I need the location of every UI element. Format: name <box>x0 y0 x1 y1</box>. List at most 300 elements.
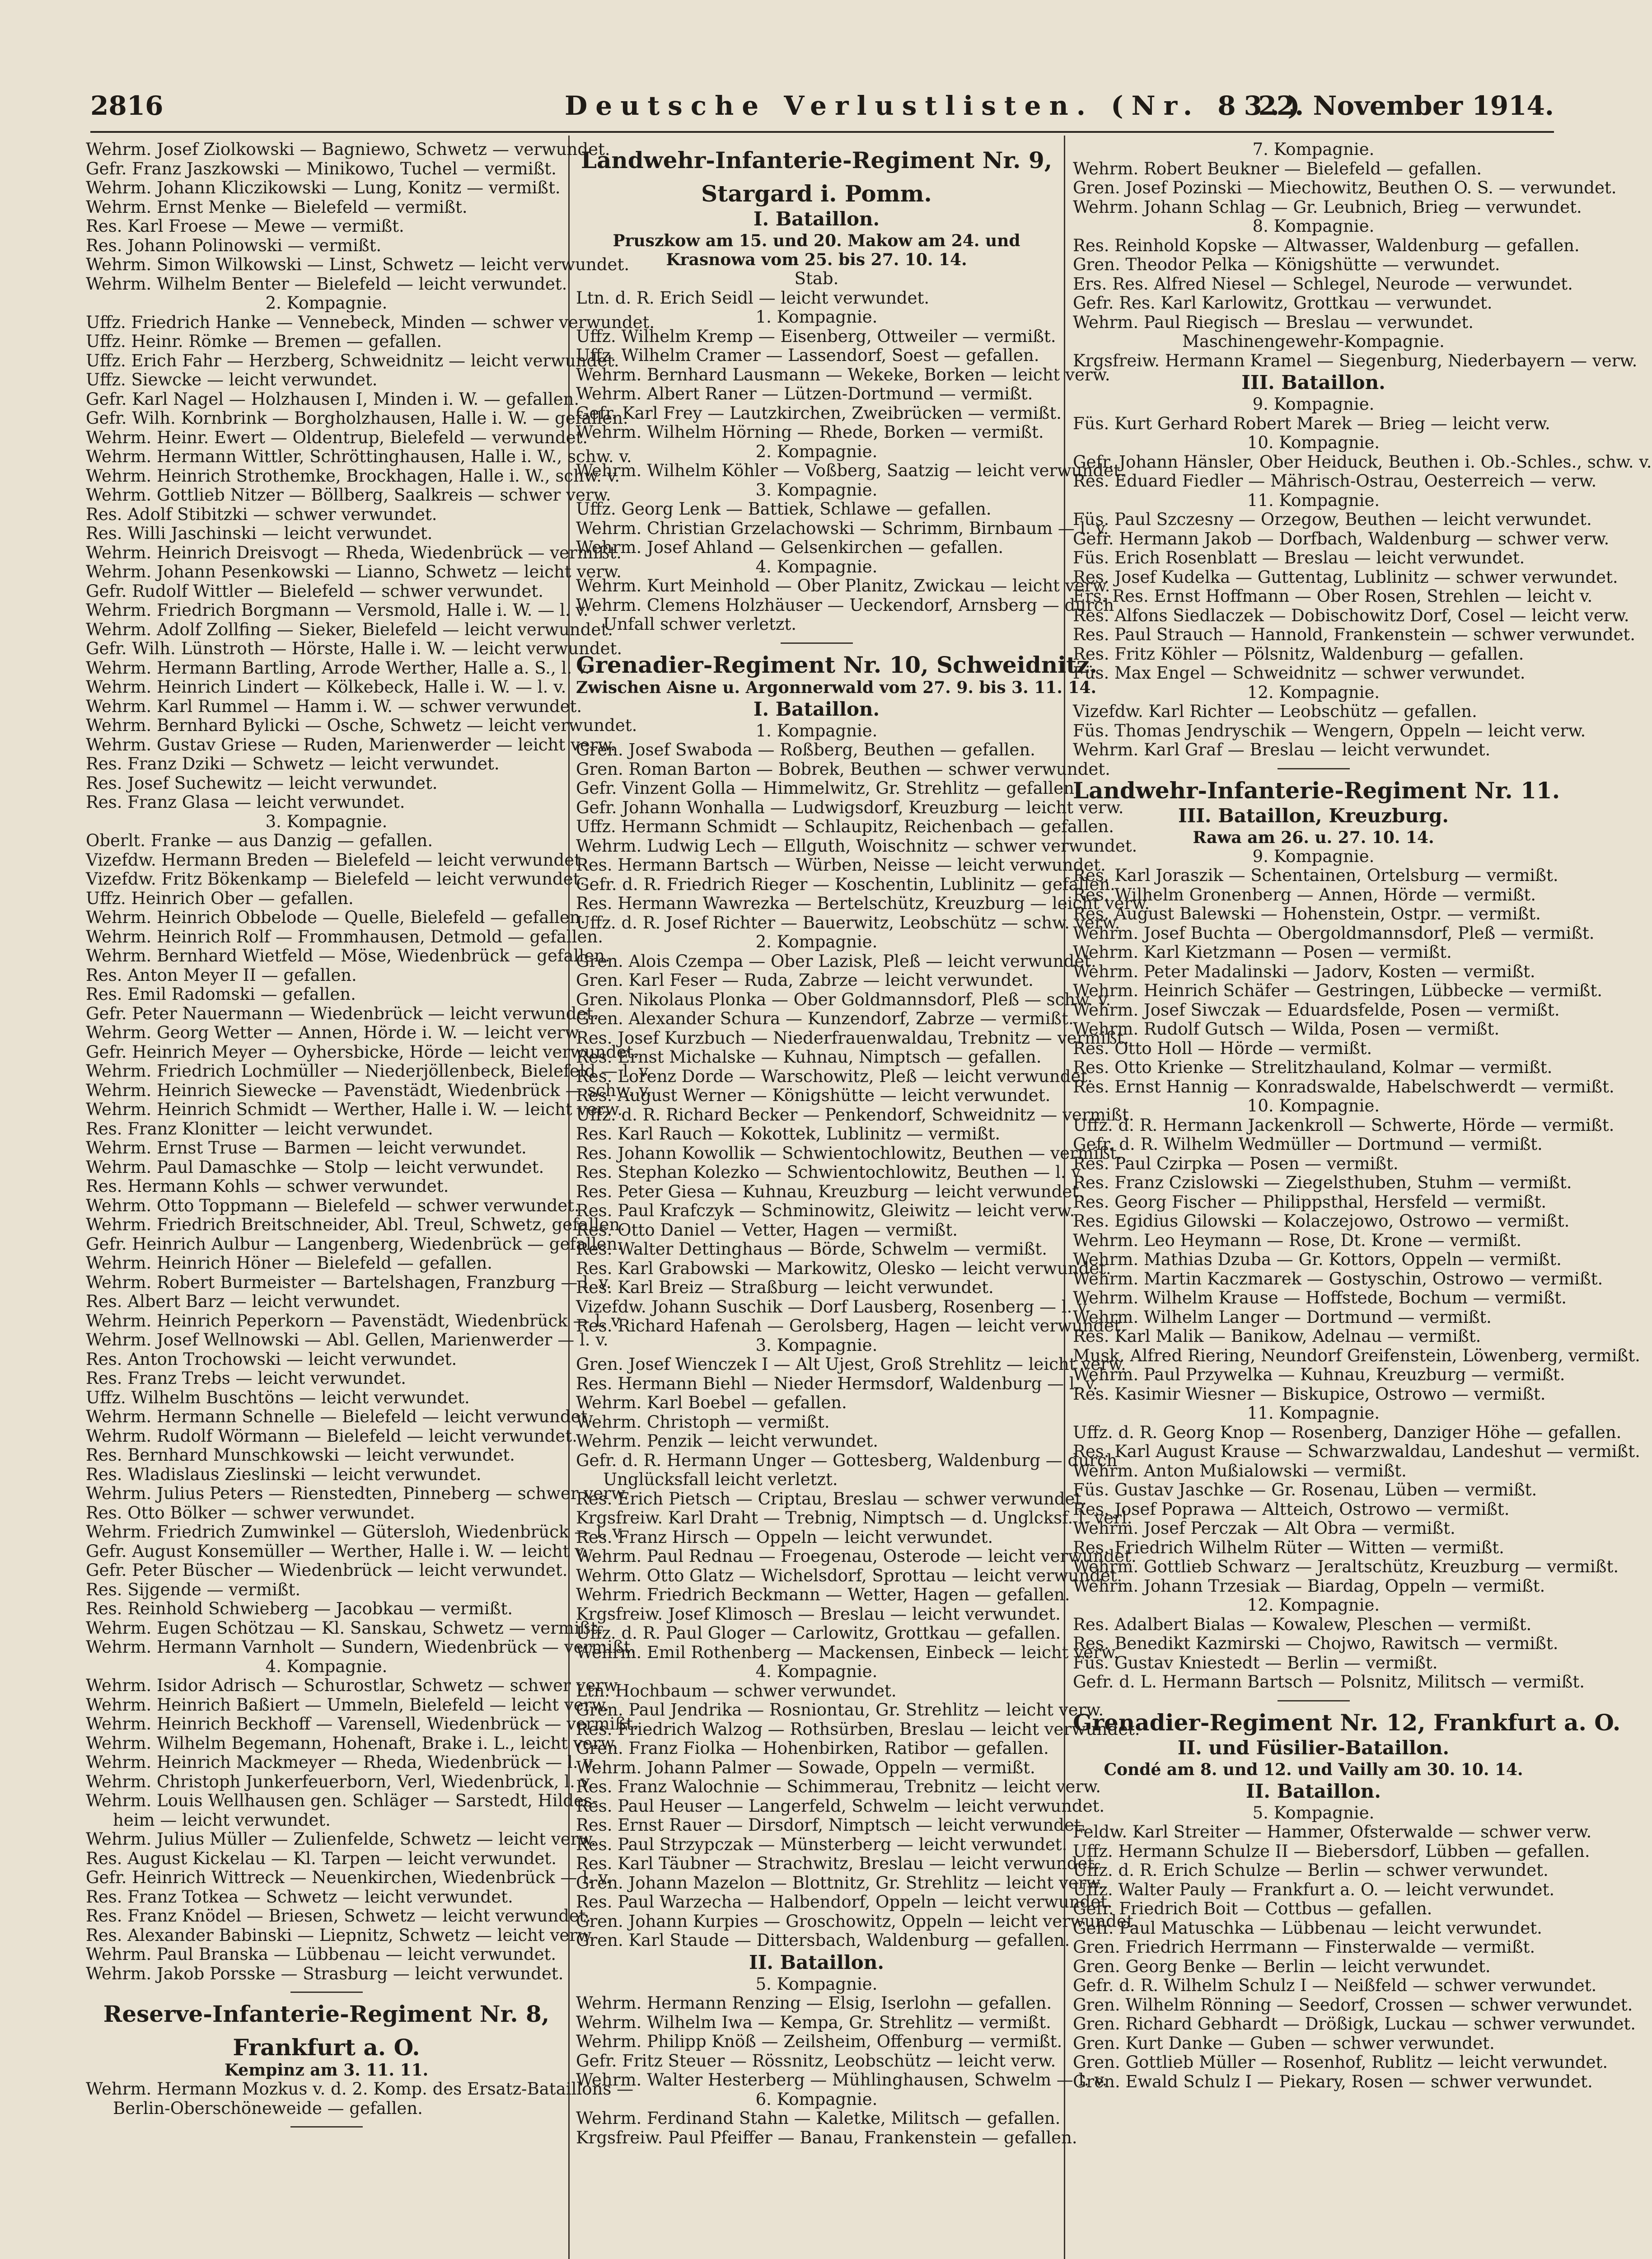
casualty-entry: Gefr. Rudolf Wittler — Bielefeld — schwer verwundet. <box>86 581 543 601</box>
casualty-entry: Res. Ernst Hannig — Konradswalde, Habelschwerdt — vermißt. <box>1073 1077 1615 1097</box>
casualty-entry: Res. Karl Froese — Mewe — vermißt. <box>86 216 404 236</box>
casualty-entry: Wehrm. Paul Damaschke — Stolp — leicht verwundet. <box>86 1157 544 1177</box>
casualty-entry: Gefr. d. L. Hermann Bartsch — Polsnitz, Militsch — vermißt. <box>1073 1672 1585 1692</box>
casualty-entry: Wehrm. Hermann Renzing — Elsig, Iserlohn — gefallen. <box>576 1993 1052 2013</box>
casualty-entry: Res. Josef Kurzbuch — Niederfrauenwaldau, Trebnitz — vermißt. <box>576 1028 1129 1048</box>
battalion-heading: II. Bataillon. <box>749 1951 884 1973</box>
casualty-entry: Res. Benedikt Kazmirski — Chojwo, Rawitsch — vermißt. <box>1073 1634 1558 1653</box>
section-separator <box>290 1992 363 1993</box>
casualty-entry: Wehrm. Adolf Zollfing — Sieker, Bielefeld — leicht verwundet. <box>86 619 613 639</box>
casualty-entry: Wehrm. Heinr. Ewert — Oldentrup, Bielefeld — verwundet. <box>86 427 588 447</box>
casualty-entry: Res. Adolf Stibitzki — schwer verwundet. <box>86 504 437 524</box>
casualty-entry: Gren. Karl Staude — Dittersbach, Waldenburg — gefallen. <box>576 1931 1070 1950</box>
casualty-entry: Res. Otto Holl — Hörde — vermißt. <box>1073 1038 1372 1058</box>
company-heading: 9. Kompagnie. <box>1252 394 1375 414</box>
battle-location: Krasnowa vom 25. bis 27. 10. 14. <box>666 250 967 269</box>
casualty-entry: Wehrm. Karl Graf — Breslau — leicht verwundet. <box>1073 740 1491 759</box>
casualty-entry: Res. Franz Knödel — Briesen, Schwetz — leicht verwundet. <box>86 1906 591 1926</box>
casualty-entry: Wehrm. Wilhelm Iwa — Kempa, Gr. Strehlitz — vermißt. <box>576 2012 1051 2032</box>
casualty-entry: Res. Hermann Kohls — schwer verwundet. <box>86 1176 449 1196</box>
company-heading: 5. Kompagnie. <box>755 1974 878 1994</box>
casualty-entry: Musk. Alfred Riering, Neundorf Greifenstein, Löwenberg, vermißt. <box>1073 1345 1640 1365</box>
casualty-entry: Krgsfreiw. Josef Klimosch — Breslau — leicht verwundet. <box>576 1604 1061 1624</box>
casualty-entry: Vizefdw. Johann Suschik — Dorf Lausberg, Rosenberg — l. v. <box>576 1297 1090 1317</box>
regiment-heading: Grenadier-Regiment Nr. 10, Schweidnitz. <box>576 651 1097 678</box>
casualty-entry: Res. Karl Grabowski — Markowitz, Olesko — leicht verwundet. <box>576 1258 1111 1278</box>
casualty-entry: Res. Paul Warzecha — Halbendorf, Oppeln — leicht verwundet. <box>576 1892 1113 1912</box>
casualty-entry: Res. Franz Totkea — Schwetz — leicht verwundet. <box>86 1887 513 1907</box>
company-heading: 10. Kompagnie. <box>1247 1096 1380 1115</box>
casualty-entry: Wehrm. Josef Ahland — Gelsenkirchen — gefallen. <box>576 538 1004 557</box>
casualty-entry: Wehrm. Friedrich Breitschneider, Abl. Treul, Schwetz, gefallen. <box>86 1215 625 1234</box>
company-heading: 2. Kompagnie. <box>755 441 878 461</box>
company-heading: 6. Kompagnie. <box>755 2089 878 2109</box>
casualty-entry: Res. Franz Czislowski — Ziegelsthuben, Stuhm — vermißt. <box>1073 1173 1572 1192</box>
issue-number: (Nr. 83.) <box>1111 90 1308 121</box>
casualty-entry: Uffz. Wilhelm Cramer — Lassendorf, Soest — gefallen. <box>576 346 1039 365</box>
casualty-entry: Gren. Johann Kurpies — Groschowitz, Oppeln — leicht verwundet. <box>576 1911 1139 1931</box>
casualty-entry: Gefr. Heinrich Wittreck — Neuenkirchen, Wiedenbrück — l. v. <box>86 1868 611 1887</box>
company-heading: 4. Kompagnie. <box>265 1656 388 1676</box>
section-separator <box>290 2126 363 2128</box>
casualty-entry: Wehrm. Wilhelm Langer — Dortmund — vermißt. <box>1073 1307 1492 1327</box>
casualty-entry: Res. Paul Strzypczak — Münsterberg — leicht verwundet. <box>576 1834 1067 1854</box>
casualty-entry: Wehrm. Heinrich Mackmeyer — Rheda, Wiedenbrück — l. v. <box>86 1753 596 1772</box>
casualty-entry: Wehrm. Heinrich Baßiert — Ummeln, Bielefeld — leicht verw. <box>86 1695 609 1715</box>
casualty-entry: Wehrm. Josef Perczak — Alt Obra — vermißt. <box>1073 1518 1455 1538</box>
casualty-entry: Gefr. Hermann Jakob — Dorfbach, Waldenburg — schwer verw. <box>1073 529 1610 548</box>
casualty-entry: Res. Reinhold Schwieberg — Jacobkau — vermißt. <box>86 1599 513 1618</box>
casualty-entry: Res. Fritz Köhler — Pölsnitz, Waldenburg — gefallen. <box>1073 644 1524 664</box>
casualty-entry: Res. Willi Jaschinski — leicht verwundet. <box>86 524 433 543</box>
casualty-entry: Uffz. Walter Pauly — Frankfurt a. O. — leicht verwundet. <box>1073 1879 1555 1899</box>
company-heading: 1. Kompagnie. <box>755 721 878 741</box>
publication-title <box>565 90 1308 121</box>
battalion-heading: III. Bataillon. <box>1241 371 1385 394</box>
casualty-entry: Res. Friedrich Walzog — Rothsürben, Breslau — leicht verwundet. <box>576 1719 1140 1739</box>
casualty-entry: Res. Paul Strauch — Hannold, Frankenstein — schwer verwundet. <box>1073 625 1636 644</box>
casualty-entry: Wehrm. Bernhard Bylicki — Osche, Schwetz — leicht verwundet. <box>86 716 637 735</box>
casualty-entry: Wehrm. Friedrich Zumwinkel — Gütersloh, Wiedenbrück — l. v. <box>86 1522 625 1542</box>
casualty-entry: Wehrm. Georg Wetter — Annen, Hörde i. W. — leicht verw. <box>86 1023 583 1042</box>
casualty-entry: Wehrm. Johann Schlag — Gr. Leubnich, Brieg — verwundet. <box>1073 197 1582 217</box>
casualty-entry: Wehrm. Josef Siwczak — Eduardsfelde, Posen — vermißt. <box>1073 1000 1560 1020</box>
casualty-entry: Gefr. Johann Hänsler, Ober Heiduck, Beuthen i. Ob.-Schles., schw. v. <box>1073 452 1652 472</box>
casualty-entry: Gren. Josef Pozinski — Miechowitz, Beuthen O. S. — verwundet. <box>1073 178 1617 197</box>
casualty-entry: Uffz. Georg Lenk — Battiek, Schlawe — gefallen. <box>576 499 992 519</box>
casualty-entry: Wehrm. Heinrich Obbelode — Quelle, Bielefeld — gefallen. <box>86 908 586 927</box>
regiment-heading: Frankfurt a. O. <box>233 2034 420 2061</box>
casualty-entry: Füs. Kurt Gerhard Robert Marek — Brieg — leicht verw. <box>1073 413 1550 433</box>
casualty-entry: Res. Otto Krienke — Strelitzhauland, Kolmar — vermißt. <box>1073 1058 1553 1077</box>
casualty-entry: Res. Wilhelm Gronenberg — Annen, Hörde — vermißt. <box>1073 885 1536 905</box>
company-heading: 10. Kompagnie. <box>1247 433 1380 452</box>
casualty-entry: Wehrm. Simon Wilkowski — Linst, Schwetz — leicht verwundet. <box>86 255 630 274</box>
casualty-entry: Wehrm. Mathias Dzuba — Gr. Kottors, Oppeln — vermißt. <box>1073 1250 1562 1269</box>
casualty-entry: Krgsfreiw. Karl Draht — Trebnig, Nimptsch — d. Unglcksf. l. verl. <box>576 1508 1133 1528</box>
regiment-heading: Grenadier-Regiment Nr. 12, Frankfurt a. O. <box>1073 1709 1621 1736</box>
casualty-entry: Res. Franz Glasa — leicht verwundet. <box>86 792 405 812</box>
casualty-entry: Vizefdw. Hermann Breden — Bielefeld — leicht verwundet. <box>86 850 586 870</box>
casualty-entry: Wehrm. Friedrich Lochmüller — Niederjöllenbeck, Bielefeld — l. v. <box>86 1061 652 1081</box>
casualty-entry: Gefr. Wilh. Lünstroth — Hörste, Halle i. W. — leicht verwundet. <box>86 639 622 658</box>
casualty-entry: Gefr. Res. Karl Karlowitz, Grottkau — verwundet. <box>1073 293 1493 313</box>
casualty-entry: Füs. Paul Szczesny — Orzegow, Beuthen — leicht verwundet. <box>1073 510 1592 529</box>
casualty-entry: Wehrm. Friedrich Beckmann — Wetter, Hagen — gefallen. <box>576 1585 1070 1604</box>
page-number: 2816 <box>90 90 164 121</box>
column-1 <box>86 140 655 2259</box>
casualty-entry: Uffz. Wilhelm Kremp — Eisenberg, Ottweiler — vermißt. <box>576 326 1056 346</box>
casualty-entry: Res. Richard Hafenah — Gerolsberg, Hagen — leicht verwundet. <box>576 1316 1126 1336</box>
casualty-entry: Vizefdw. Karl Richter — Leobschütz — gefallen. <box>1073 702 1477 721</box>
casualty-entry: Wehrm. Walter Hesterberg — Mühlinghausen, Schwelm — l. v. <box>576 2070 1108 2090</box>
casualty-entry: Gren. Theodor Pelka — Königshütte — verwundet. <box>1073 255 1500 274</box>
casualty-entry: Res. Franz Walochnie — Schimmerau, Trebnitz — leicht verw. <box>576 1777 1101 1796</box>
casualty-entry: Krgsfreiw. Paul Pfeiffer — Banau, Frankenstein — gefallen. <box>576 2128 1077 2147</box>
casualty-entry: Gren. Ewald Schulz I — Piekary, Rosen — schwer verwundet. <box>1073 2072 1593 2091</box>
company-heading: Maschinengewehr-Kompagnie. <box>1182 332 1445 351</box>
casualty-entry: Res. Franz Klonitter — leicht verwundet. <box>86 1119 433 1139</box>
casualty-entry: Gren. Nikolaus Plonka — Ober Goldmannsdorf, Pleß — schw. v. <box>576 989 1111 1009</box>
casualty-entry: Uffz. Hermann Schmidt — Schlaupitz, Reichenbach — gefallen. <box>576 817 1114 836</box>
casualty-entry: Wehrm. Jakob Porsske — Strasburg — leicht verwundet. <box>86 1964 564 1983</box>
casualty-entry: Res. Emil Radomski — gefallen. <box>86 984 356 1004</box>
casualty-entry: Uffz. d. R. Richard Becker — Penkendorf, Schweidnitz — vermißt. <box>576 1105 1134 1125</box>
casualty-entry: Füs. Erich Rosenblatt — Breslau — leicht verwundet. <box>1073 548 1525 567</box>
casualty-entry: Res. Josef Suchewitz — leicht verwundet. <box>86 773 438 793</box>
casualty-entry: Gren. Alois Czempa — Ober Lazisk, Pleß — leicht verwundet. <box>576 951 1096 971</box>
entry-continuation: heim — leicht verwundet. <box>113 1810 331 1830</box>
casualty-entry: Res. Kasimir Wiesner — Biskupice, Ostrowo — vermißt. <box>1073 1384 1546 1404</box>
column-3 <box>1073 140 1652 2259</box>
casualty-entry: Wehrm. Josef Buchta — Obergoldmannsdorf, Pleß — vermißt. <box>1073 923 1595 943</box>
casualty-entry: Uffz. d. R. Paul Gloger — Carlowitz, Grottkau — gefallen. <box>576 1623 1061 1643</box>
casualty-entry: Wehrm. Karl Rummel — Hamm i. W. — schwer verwundet. <box>86 696 582 716</box>
battalion-heading: I. Bataillon. <box>753 698 880 720</box>
casualty-entry: Gren. Georg Benke — Berlin — leicht verwundet. <box>1073 1956 1491 1976</box>
casualty-entry: Wehrm. Karl Boebel — gefallen. <box>576 1393 847 1412</box>
casualty-entry: Füs. Gustav Jaschke — Gr. Rosenau, Lüben — vermißt. <box>1073 1480 1537 1500</box>
casualty-entry: Wehrm. Gottlieb Schwarz — Jeraltschütz, Kreuzburg — vermißt. <box>1073 1557 1619 1576</box>
company-heading: 3. Kompagnie. <box>755 480 878 500</box>
casualty-entry: Res. Alfons Siedlaczek — Dobischowitz Dorf, Cosel — leicht verw. <box>1073 605 1629 625</box>
casualty-entry: Gefr. Karl Nagel — Holzhausen I, Minden i. W. — gefallen. <box>86 389 580 409</box>
casualty-entry: Ltn. d. R. Erich Seidl — leicht verwundet. <box>576 288 930 308</box>
casualty-entry: Res. Franz Hirsch — Oppeln — leicht verwundet. <box>576 1527 993 1547</box>
casualty-entry: Gren. Richard Gebhardt — Drößigk, Luckau — schwer verwundet. <box>1073 2014 1636 2034</box>
casualty-entry: Wehrm. Paul Branska — Lübbenau — leicht verwundet. <box>86 1945 557 1964</box>
casualty-entry: Gren. Josef Wienczek I — Alt Ujest, Groß Strehlitz — leicht verw. <box>576 1354 1126 1374</box>
casualty-entry: Wehrm. Robert Burmeister — Bartelshagen, Franzburg — l. v. <box>86 1272 612 1292</box>
casualty-entry: Gefr. d. R. Wilhelm Schulz I — Neißfeld — schwer verwundet. <box>1073 1976 1597 1995</box>
casualty-entry: Res. Johann Kowollik — Schwientochlowitz, Beuthen — vermißt. <box>576 1143 1122 1163</box>
casualty-entry: Wehrm. Ferdinand Stahn — Kaletke, Militsch — gefallen. <box>576 2109 1061 2128</box>
regiment-heading: Landwehr-Infanterie-Regiment Nr. 11. <box>1073 777 1560 804</box>
casualty-entry: Res. Anton Trochowski — leicht verwundet. <box>86 1349 457 1369</box>
casualty-entry: Wehrm. Peter Madalinski — Jadorv, Kosten — vermißt. <box>1073 961 1535 981</box>
casualty-entry: Wehrm. Heinrich Rolf — Frommhausen, Detmold — gefallen. <box>86 927 603 947</box>
casualty-entry: Res. Paul Heuser — Langerfeld, Schwelm — leicht verwundet. <box>576 1796 1105 1816</box>
battalion-heading: II. und Füsilier-Bataillon. <box>1177 1736 1450 1759</box>
casualty-entry: Res. Karl Täubner — Strachwitz, Breslau — leicht verwundet. <box>576 1854 1100 1873</box>
casualty-entry: Wehrm. Hermann Bartling, Arrode Werther, Halle a. S., l. v. <box>86 658 590 678</box>
casualty-entry: Wehrm. Heinrich Beckhoff — Varensell, Wiedenbrück — vermißt. <box>86 1714 638 1734</box>
casualty-entry: Res. Franz Trebs — leicht verwundet. <box>86 1369 406 1388</box>
casualty-entry: Gren. Wilhelm Rönning — Seedorf, Crossen — schwer verwundet. <box>1073 1995 1633 2015</box>
casualty-entry: Res. Georg Fischer — Philippsthal, Hersfeld — vermißt. <box>1073 1192 1547 1212</box>
casualty-entry: Res. Franz Dziki — Schwetz — leicht verwundet. <box>86 754 500 773</box>
casualty-entry: Res. Otto Bölker — schwer verwundet. <box>86 1503 415 1523</box>
casualty-entry: Gren. Roman Barton — Bobrek, Beuthen — schwer verwundet. <box>576 759 1110 779</box>
casualty-entry: Wehrm. Paul Riegisch — Breslau — verwundet. <box>1073 312 1474 332</box>
company-heading: 9. Kompagnie. <box>1252 846 1375 866</box>
casualty-entry: Füs. Gustav Kniestedt — Berlin — vermißt. <box>1073 1653 1438 1673</box>
battle-location: Kempinz am 3. 11. 11. <box>224 2061 429 2080</box>
casualty-entry: Wehrm. Christoph — vermißt. <box>576 1412 830 1432</box>
casualty-entry: Res. Karl Rauch — Kokottek, Lublinitz — vermißt. <box>576 1124 1001 1144</box>
casualty-entry: Füs. Thomas Jendryschik — Wengern, Oppeln — leicht verw. <box>1073 721 1586 741</box>
casualty-entry: Wehrm. Christoph Junkerfeuerborn, Verl, Wiedenbrück, l. v. <box>86 1772 593 1791</box>
company-heading: 4. Kompagnie. <box>755 1662 878 1681</box>
casualty-entry: Res. Sijgende — vermißt. <box>86 1579 301 1599</box>
page-header <box>90 90 1554 131</box>
casualty-entry: Wehrm. Kurt Meinhold — Ober Planitz, Zwickau — leicht verw. <box>576 576 1110 595</box>
company-heading: 12. Kompagnie. <box>1247 682 1380 702</box>
casualty-entry: Wehrm. Paul Przywelka — Kuhnau, Kreuzburg — vermißt. <box>1073 1365 1565 1384</box>
casualty-entry: Uffz. Wilhelm Buschtöns — leicht verwundet. <box>86 1387 470 1407</box>
battalion-heading: II. Bataillon. <box>1246 1780 1381 1802</box>
casualty-entry: Uffz. d. R. Josef Richter — Bauerwitz, Leobschütz — schw. verw. <box>576 913 1120 933</box>
casualty-entry: Wehrm. Heinrich Siewecke — Pavenstädt, Wiedenbrück — schw. v. <box>86 1080 652 1100</box>
battle-location: Condé am 8. und 12. und Vailly am 30. 10. 14. <box>1104 1760 1523 1779</box>
casualty-entry: Wehrm. Eugen Schötzau — Kl. Sanskau, Schwetz — vermißt. <box>86 1618 603 1638</box>
company-heading: 11. Kompagnie. <box>1247 1403 1380 1423</box>
casualty-entry: Res. Hermann Bartsch — Würben, Neisse — leicht verwundet. <box>576 855 1106 875</box>
casualty-entry: Feldw. Karl Streiter — Hammer, Ofsterwalde — schwer verw. <box>1073 1822 1592 1842</box>
casualty-entry: Res. Walter Dettinghaus — Börde, Schwelm — vermißt. <box>576 1239 1047 1259</box>
company-heading: 11. Kompagnie. <box>1247 490 1380 510</box>
casualty-entry: Wehrm. Josef Wellnowski — Abl. Gellen, Marienwerder — l. v. <box>86 1330 608 1350</box>
casualty-entry: Uffz. d. R. Erich Schulze — Berlin — schwer verwundet. <box>1073 1861 1549 1880</box>
battle-location: Pruszkow am 15. und 20. Makow am 24. und <box>613 231 1020 250</box>
casualty-entry: Ers. Res. Ernst Hoffmann — Ober Rosen, Strehlen — leicht v. <box>1073 586 1593 606</box>
casualty-entry: Wehrm. Penzik — leicht verwundet. <box>576 1431 879 1451</box>
casualty-entry: Wehrm. Robert Beukner — Bielefeld — gefallen. <box>1073 159 1482 178</box>
casualty-entry: Gren. Franz Fiolka — Hohenbirken, Ratibor — gefallen. <box>576 1739 1049 1758</box>
casualty-entry: Wehrm. Hermann Varnholt — Sundern, Wiedenbrück — vermißt. <box>86 1637 636 1657</box>
casualty-entry: Wehrm. Johann Palmer — Sowade, Oppeln — vermißt. <box>576 1758 1035 1777</box>
casualty-entry: Wehrm. Louis Wellhausen gen. Schläger — Sarstedt, Hildes- <box>86 1791 598 1810</box>
casualty-entry: Wehrm. Johann Pesenkowski — Lianno, Schwetz — leicht verw. <box>86 562 622 581</box>
casualty-entry: Res. Hermann Biehl — Nieder Hermsdorf, Waldenburg — l. v. <box>576 1373 1098 1393</box>
casualty-entry: Uffz. Hermann Schulze II — Biebersdorf, Lübben — gefallen. <box>1073 1841 1590 1861</box>
casualty-entry: Füs. Max Engel — Schweidnitz — schwer verwundet. <box>1073 663 1526 683</box>
casualty-entry: Wehrm. Hermann Mozkus v. d. 2. Komp. des Ersatz-Bataillons — <box>86 2079 634 2099</box>
regiment-heading: Landwehr-Infanterie-Regiment Nr. 9, <box>580 147 1053 173</box>
casualty-entry: Res. Wladislaus Zieslinski — leicht verwundet. <box>86 1464 482 1484</box>
casualty-entry: Res. Stephan Kolezko — Schwientochlowitz, Beuthen — l. v. <box>576 1162 1084 1182</box>
casualty-entry: Wehrm. Ernst Menke — Bielefeld — vermißt. <box>86 197 468 217</box>
company-heading: 7. Kompagnie. <box>1252 140 1375 159</box>
casualty-entry: Res. Lorenz Dorde — Warschowitz, Pleß — leicht verwundet. <box>576 1066 1093 1086</box>
regiment-heading: Reserve-Infanterie-Regiment Nr. 8, <box>103 2001 550 2027</box>
casualty-entry: Wehrm. Martin Kaczmarek — Gostyschin, Ostrowo — vermißt. <box>1073 1269 1603 1289</box>
casualty-entry: Gefr. d. R. Hermann Unger — Gottesberg, Waldenburg — durch <box>576 1450 1118 1470</box>
casualty-entry: Wehrm. Wilhelm Köhler — Voßberg, Saatzig — leicht verwundet. <box>576 461 1126 480</box>
casualty-entry: Gefr. Heinrich Meyer — Oyhersbicke, Hörde — leicht verwundet. <box>86 1042 639 1062</box>
casualty-entry: Wehrm. Paul Rednau — Froegenau, Osterode — leicht verwundet. <box>576 1547 1137 1566</box>
casualty-entry: Wehrm. Philipp Knöß — Zeilsheim, Offenburg — vermißt. <box>576 2032 1062 2051</box>
casualty-entry: Wehrm. Isidor Adrisch — Schurostlar, Schwetz — schwer verw. <box>86 1676 621 1695</box>
casualty-entry: Wehrm. Christian Grzelachowski — Schrimm, Birnbaum — l. v. <box>576 518 1109 538</box>
casualty-entry: Gefr. Friedrich Boit — Cottbus — gefallen. <box>1073 1899 1432 1918</box>
casualty-entry: Gefr. Karl Frey — Lautzkirchen, Zweibrücken — vermißt. <box>576 403 1062 423</box>
casualty-entry: Res. Anton Meyer II — gefallen. <box>86 965 357 985</box>
casualty-entry: Res. Adalbert Bialas — Kowalew, Pleschen — vermißt. <box>1073 1614 1532 1634</box>
company-heading: 12. Kompagnie. <box>1247 1595 1380 1615</box>
casualty-entry: Vizefdw. Fritz Bökenkamp — Bielefeld — leicht verwundet. <box>86 869 585 889</box>
issue-date: 22. November 1914. <box>1258 90 1554 121</box>
casualty-entry: Wehrm. Karl Kietzmann — Posen — vermißt. <box>1073 942 1452 962</box>
casualty-entry: Res. Otto Daniel — Vetter, Hagen — vermißt. <box>576 1220 958 1240</box>
casualty-entry: Uffz. Friedrich Hanke — Vennebeck, Minden — schwer verwundet. <box>86 312 655 332</box>
casualty-entry: Wehrm. Albert Raner — Lützen-Dortmund — vermißt. <box>576 384 1033 403</box>
casualty-entry: Res. Erich Pietsch — Criptau, Breslau — schwer verwundet. <box>576 1489 1087 1509</box>
casualty-entry: Wehrm. Bernhard Wietfeld — Möse, Wiedenbrück — gefallen. <box>86 946 610 965</box>
company-heading: 1. Kompagnie. <box>755 307 878 327</box>
casualty-entry: Gren. Friedrich Herrmann — Finsterwalde — vermißt. <box>1073 1937 1535 1957</box>
casualty-entry: Gefr. Heinrich Aulbur — Langenberg, Wiedenbrück — gefallen. <box>86 1234 623 1254</box>
casualty-entry: Res. August Werner — Königshütte — leicht verwundet. <box>576 1086 1051 1105</box>
casualty-entry: Res. August Balewski — Hohenstein, Ostpr. — vermißt. <box>1073 904 1541 923</box>
casualty-entry: Uffz. d. R. Georg Knop — Rosenberg, Danziger Höhe — gefallen. <box>1073 1422 1622 1442</box>
company-heading: Stab. <box>794 269 839 288</box>
casualty-entry: Wehrm. Otto Toppmann — Bielefeld — schwer verwundet. <box>86 1195 580 1215</box>
battalion-heading: III. Bataillon, Kreuzburg. <box>1178 804 1449 827</box>
casualty-entry: Wehrm. Heinrich Höner — Bielefeld — gefallen. <box>86 1253 492 1273</box>
casualty-entry: Wehrm. Heinrich Lindert — Kölkebeck, Halle i. W. — l. v. <box>86 677 566 697</box>
publication-name: Deutsche Verlustlisten. <box>565 90 1094 121</box>
entry-continuation: Unfall schwer verletzt. <box>603 614 796 634</box>
casualty-entry: Gefr. Paul Matuschka — Lübbenau — leicht verwundet. <box>1073 1918 1542 1938</box>
casualty-entry: Uffz. Heinrich Ober — gefallen. <box>86 888 354 908</box>
casualty-entry: Gren. Karl Feser — Ruda, Zabrze — leicht verwundet. <box>576 970 1034 990</box>
casualty-entry: Res. Ernst Rauer — Dirsdorf, Nimptsch — leicht verwundet. <box>576 1815 1086 1835</box>
casualty-entry: Gefr. Fritz Steuer — Rössnitz, Leobschütz — leicht verw. <box>576 2051 1056 2071</box>
casualty-entry: Gefr. d. R. Wilhelm Wedmüller — Dortmund — vermißt. <box>1073 1134 1543 1154</box>
casualty-entry: Wehrm. Otto Glatz — Wichelsdorf, Sprottau — leicht verwundet. <box>576 1565 1123 1585</box>
regiment-heading: Stargard i. Pomm. <box>701 180 932 207</box>
header-rule <box>90 131 1554 133</box>
casualty-entry: Gren. Alexander Schura — Kunzendorf, Zabrze — vermißt. <box>576 1009 1074 1028</box>
casualty-entry: Res. Karl Breiz — Straßburg — leicht verwundet. <box>576 1278 994 1297</box>
casualty-entry: Wehrm. Julius Peters — Rienstedten, Pinneberg — schwer verw. <box>86 1484 629 1503</box>
casualty-entry: Wehrm. Heinrich Schäfer — Gestringen, Lübbecke — vermißt. <box>1073 981 1603 1000</box>
casualty-entry: Res. August Kickelau — Kl. Tarpen — leicht verwundet. <box>86 1848 557 1868</box>
casualty-entry: Res. Karl Malik — Banikow, Adelnau — vermißt. <box>1073 1326 1481 1346</box>
casualty-entry: Wehrm. Wilhelm Benter — Bielefeld — leicht verwundet. <box>86 274 567 294</box>
casualty-entry: Res. Ernst Michalske — Kuhnau, Nimptsch — gefallen. <box>576 1047 1042 1067</box>
casualty-entry: Res. Josef Kudelka — Guttentag, Lublinitz — schwer verwundet. <box>1073 567 1618 587</box>
casualty-entry: Res. Albert Barz — leicht verwundet. <box>86 1292 401 1311</box>
casualty-entry: Wehrm. Ludwig Lech — Ellguth, Woischnitz — schwer verwundet. <box>576 836 1137 856</box>
casualty-entry: Gren. Paul Jendrika — Rosniontau, Gr. Strehlitz — leicht verw. <box>576 1700 1104 1720</box>
company-heading: 4. Kompagnie. <box>755 557 878 576</box>
casualty-entry: Wehrm. Gottlieb Nitzer — Böllberg, Saalkreis — schwer verw. <box>86 485 611 505</box>
casualty-entry: Res. Egidius Gilowski — Kolaczejowo, Ostrowo — vermißt. <box>1073 1211 1570 1231</box>
company-heading: 5. Kompagnie. <box>1252 1803 1375 1823</box>
casualty-entry: Uffz. Siewcke — leicht verwundet. <box>86 370 378 389</box>
entry-continuation: Berlin-Oberschöneweide — gefallen. <box>113 2098 423 2118</box>
casualty-entry: Wehrm. Wilhelm Hörning — Rhede, Borken — vermißt. <box>576 422 1044 442</box>
casualty-entry: Gefr. August Konsemüller — Werther, Halle i. W. — leicht v. <box>86 1541 588 1561</box>
casualty-entry: Res. Josef Poprawa — Altteich, Ostrowo — vermißt. <box>1073 1499 1510 1519</box>
casualty-entry: Uffz. Heinr. Römke — Bremen — gefallen. <box>86 332 442 351</box>
battle-location: Rawa am 26. u. 27. 10. 14. <box>1193 828 1434 847</box>
casualty-entry: Res. Friedrich Wilhelm Rüter — Witten — vermißt. <box>1073 1537 1504 1557</box>
casualty-entry: Gren. Johann Mazelon — Blottnitz, Gr. Strehlitz — leicht verw. <box>576 1873 1104 1893</box>
casualty-entry: Wehrm. Julius Müller — Zulienfelde, Schwetz — leicht verw. <box>86 1829 596 1849</box>
casualty-entry: Gefr. Franz Jaszkowski — Minikowo, Tuchel — vermißt. <box>86 159 557 178</box>
casualty-entry: Res. Paul Czirpka — Posen — vermißt. <box>1073 1153 1399 1173</box>
casualty-entry: Wehrm. Emil Rothenberg — Mackensen, Einbeck — leicht verw. <box>576 1642 1119 1662</box>
company-heading: 8. Kompagnie. <box>1252 216 1375 236</box>
casualty-entry: Wehrm. Rudolf Gutsch — Wilda, Posen — vermißt. <box>1073 1019 1500 1039</box>
casualty-entry: Gefr. Vinzent Golla — Himmelwitz, Gr. Strehlitz — gefallen. <box>576 778 1080 798</box>
casualty-entry: Krgsfreiw. Hermann Kramel — Siegenburg, Niederbayern — verw. <box>1073 351 1638 370</box>
battalion-heading: I. Bataillon. <box>753 208 880 230</box>
casualty-entry: Wehrm. Anton Mußialowski — vermißt. <box>1073 1461 1407 1481</box>
section-separator <box>1278 1700 1350 1701</box>
casualty-entry: Wehrm. Josef Ziolkowski — Bagniewo, Schwetz — verwundet. <box>86 140 610 159</box>
casualty-entry: Gefr. Wilh. Kornbrink — Borgholzhausen, Halle i. W. — gefallen. <box>86 408 628 428</box>
casualty-entry: Wehrm. Heinrich Peperkorn — Pavenstädt, Wiedenbrück — l. v. <box>86 1311 624 1331</box>
casualty-entry: Wehrm. Heinrich Strothemke, Brockhagen, Halle i. W., schw. v. <box>86 466 620 486</box>
casualty-entry: Gefr. Johann Wonhalla — Ludwigsdorf, Kreuzburg — leicht verw. <box>576 797 1124 817</box>
casualty-entry: Gefr. d. R. Friedrich Rieger — Koschentin, Lublinitz — gefallen. <box>576 874 1115 894</box>
company-heading: 3. Kompagnie. <box>265 811 388 831</box>
casualty-entry: Wehrm. Wilhelm Krause — Hoffstede, Bochum — vermißt. <box>1073 1288 1567 1308</box>
column-2 <box>576 140 1150 2259</box>
casualty-entry: Gren. Gottlieb Müller — Rosenhof, Rublitz — leicht verwundet. <box>1073 2053 1608 2072</box>
casualty-entry: Wehrm. Rudolf Wörmann — Bielefeld — leicht verwundet. <box>86 1426 577 1446</box>
casualty-entry: Ltn. Hochbaum — schwer verwundet. <box>576 1681 897 1701</box>
section-separator <box>781 642 853 644</box>
casualty-entry: Wehrm. Heinrich Schmidt — Werther, Halle i. W. — leicht verw. <box>86 1100 623 1119</box>
casualty-entry: Wehrm. Clemens Holzhäuser — Ueckendorf, Arnsberg — durch <box>576 595 1114 615</box>
casualty-entry: Wehrm. Wilhelm Begemann, Hohenaft, Brake i. L., leicht verw. <box>86 1733 618 1753</box>
entry-continuation: Unglücksfall leicht verletzt. <box>603 1470 838 1489</box>
casualty-entry: Wehrm. Friedrich Borgmann — Versmold, Halle i. W. — l. v. <box>86 600 589 620</box>
casualty-entry: Wehrm. Hermann Wittler, Schröttinghausen, Halle i. W., schw. v. <box>86 447 632 466</box>
casualty-entry: Res. Karl Joraszik — Schentainen, Ortelsburg — vermißt. <box>1073 866 1558 885</box>
casualty-entry: Gren. Kurt Danke — Guben — schwer verwundet. <box>1073 2033 1495 2053</box>
battle-location: Zwischen Aisne u. Argonnerwald vom 27. 9. bis 3. 11. 14. <box>576 678 1097 697</box>
company-heading: 2. Kompagnie. <box>755 932 878 951</box>
casualty-entry: Res. Paul Krafczyk — Schminowitz, Gleiwitz — leicht verw. <box>576 1201 1075 1220</box>
casualty-entry: Wehrm. Heinrich Dreisvogt — Rheda, Wiedenbrück — vermißt. <box>86 543 622 562</box>
casualty-entry: Ers. Res. Alfred Niesel — Schlegel, Neurode — verwundet. <box>1073 274 1573 294</box>
casualty-entry: Res. Peter Giesa — Kuhnau, Kreuzburg — leicht verwundet. <box>576 1181 1084 1201</box>
casualty-entry: Res. Eduard Fiedler — Mährisch-Ostrau, Oesterreich — verw. <box>1073 471 1597 491</box>
casualty-entry: Wehrm. Gustav Griese — Ruden, Marienwerder — leicht verw. <box>86 735 616 755</box>
casualty-entry: Wehrm. Hermann Schnelle — Bielefeld — leicht verwundet. <box>86 1407 593 1426</box>
casualty-entry: Gefr. Peter Büscher — Wiedenbrück — leicht verwundet. <box>86 1561 568 1580</box>
casualty-entry: Uffz. d. R. Hermann Jackenkroll — Schwerte, Hörde — vermißt. <box>1073 1115 1615 1135</box>
casualty-entry: Oberlt. Franke — aus Danzig — gefallen. <box>86 831 433 850</box>
casualty-entry: Wehrm. Leo Heymann — Rose, Dt. Krone — vermißt. <box>1073 1230 1522 1250</box>
casualty-entry: Res. Johann Polinowski — vermißt. <box>86 235 382 255</box>
